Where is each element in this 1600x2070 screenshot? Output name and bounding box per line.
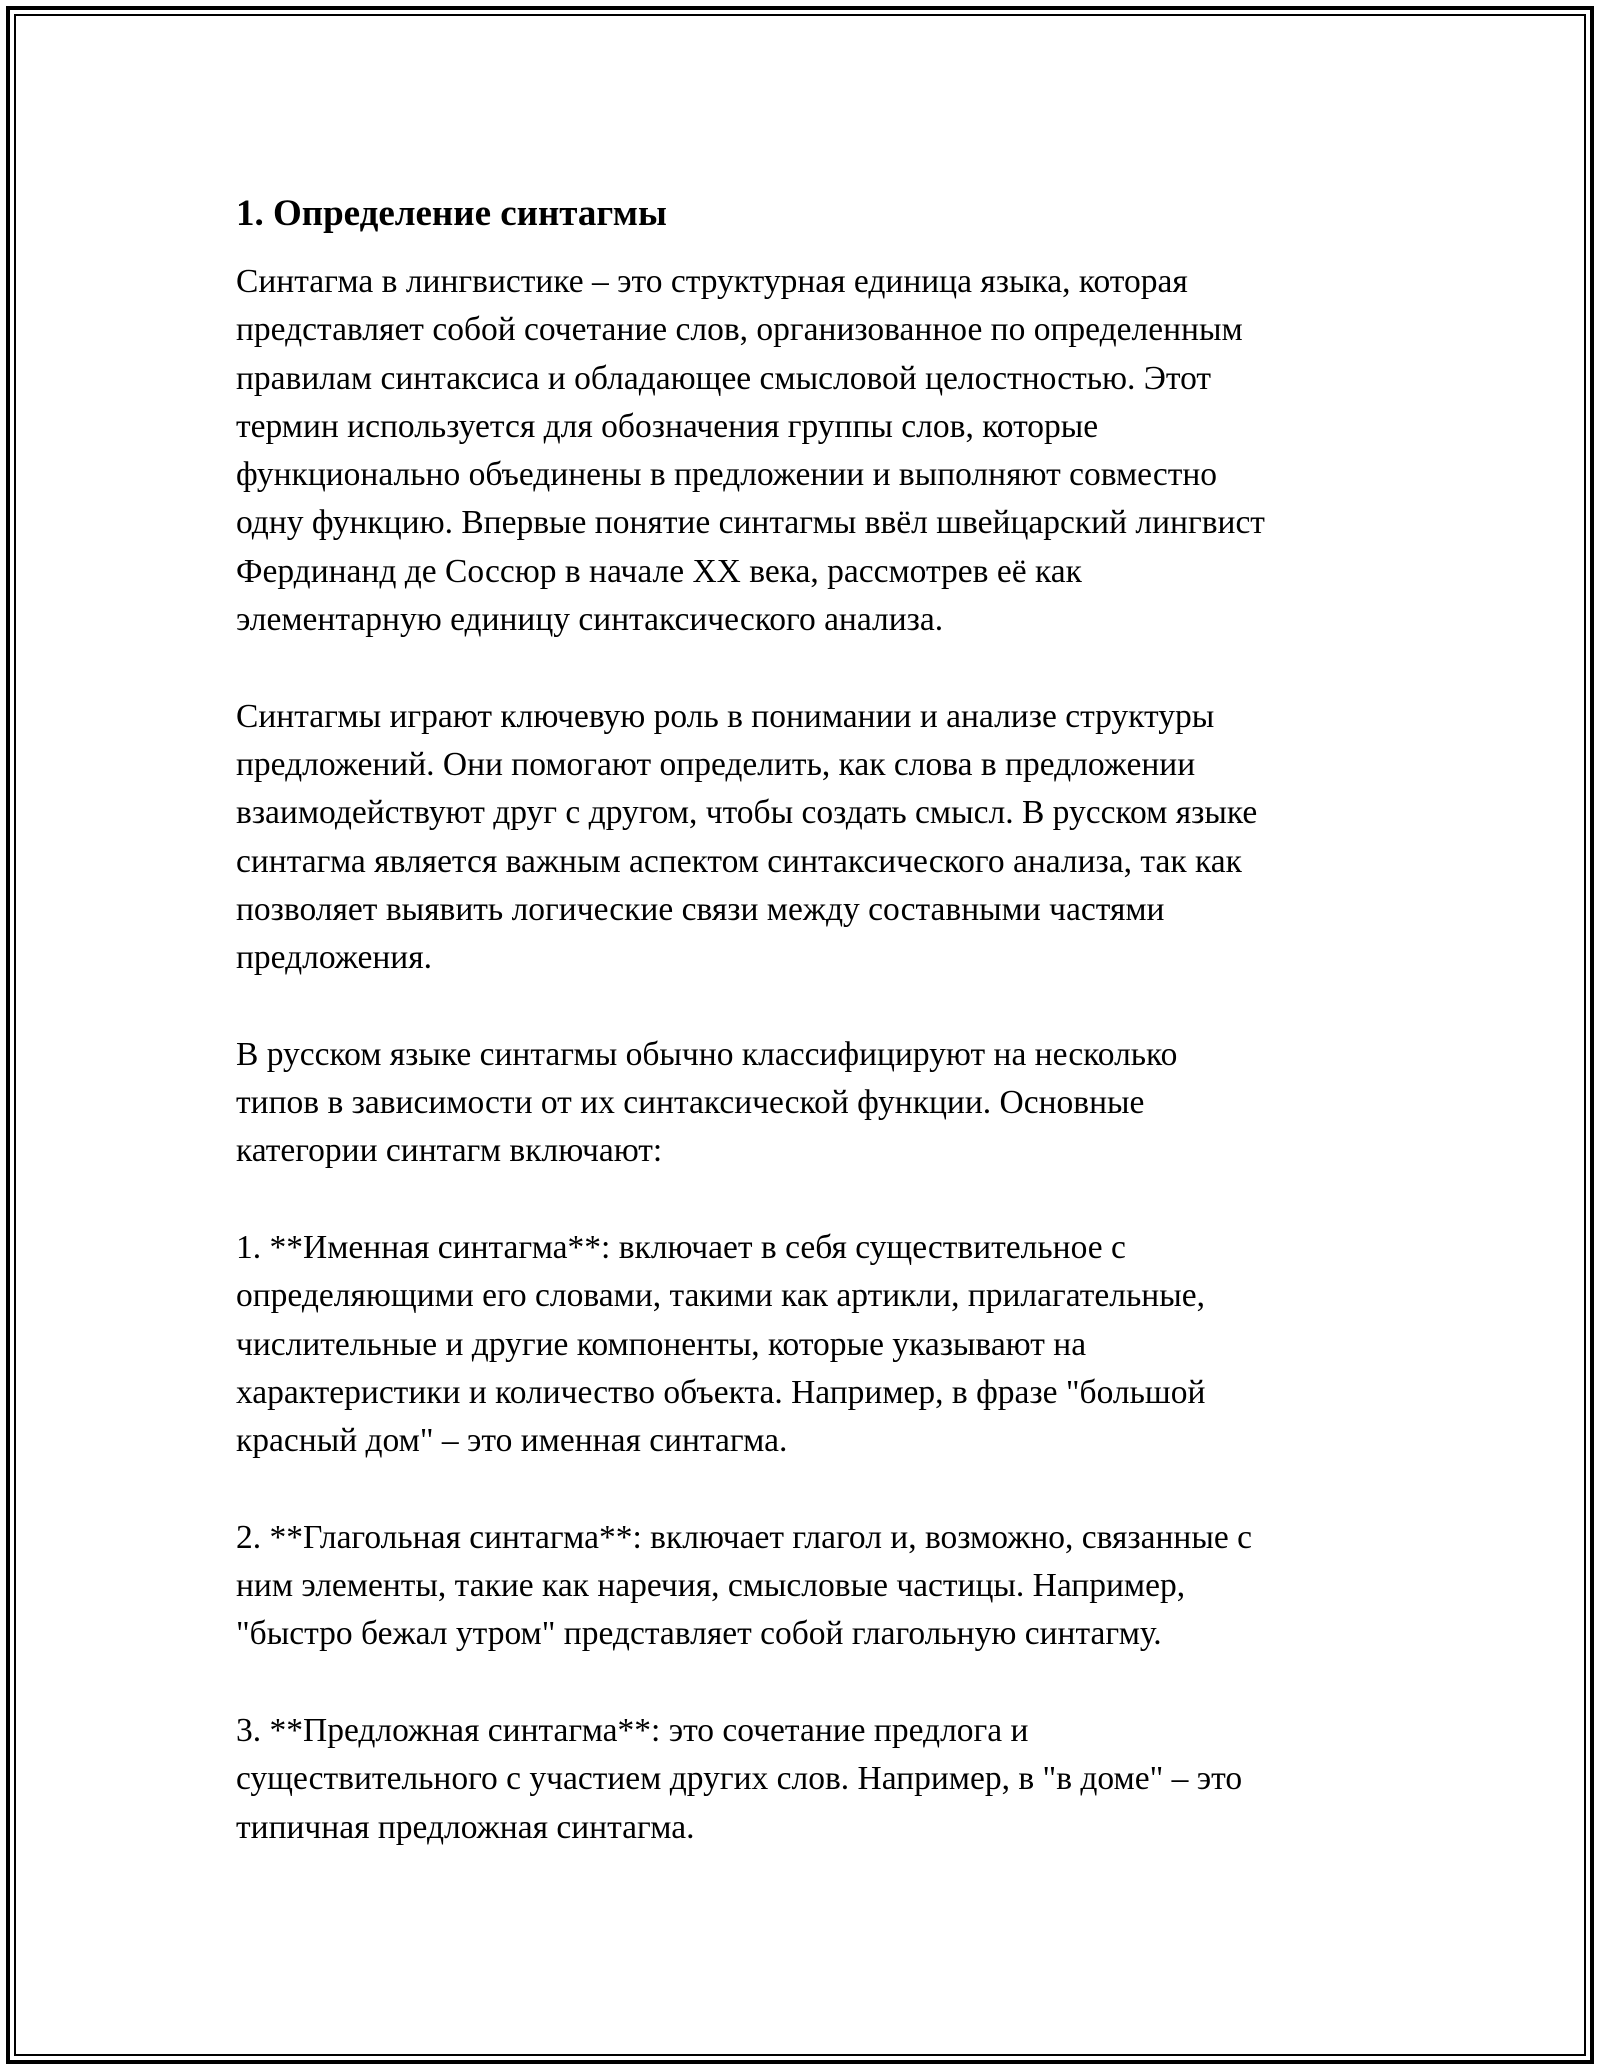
- document-body: [236, 190, 1396, 1852]
- list-item-verbal-syntagm: 2. **Глагольная синтагма**: включает глагол и, возможно, связанные с ним элементы, такие как наречия, смысловые частицы. Например, "быстро бежал утром" представляет собой глагольную синтагму.: [236, 1518, 1252, 1653]
- paragraph-role: Синтагмы играют ключевую роль в понимании и анализе структуры предложений. Они помогают определить, как слова в предложении взаимодействуют друг с другом, чтобы создать смысл. В русском языке синтагма является важным аспектом синтаксического анализа, так как позволяет выявить логические связи между составными частями предложения.: [236, 697, 1258, 977]
- list-item-nominal-syntagm: 1. **Именная синтагма**: включает в себя существительное с определяющими его словами, такими как артикли, прилагательные, числительные и другие компоненты, которые указывают на характеристики и количество объекта. Например, в фразе "большой красный дом" – это именная синтагма.: [236, 1228, 1206, 1460]
- list-item-prepositional-syntagm: 3. **Предложная синтагма**: это сочетание предлога и существительного с участием других слов. Например, в "в доме" – это типичная предложная синтагма.: [236, 1711, 1243, 1846]
- paragraph-classification: В русском языке синтагмы обычно классифицируют на несколько типов в зависимости от их синтаксической функции. Основные категории синтагм включают:: [236, 1035, 1178, 1170]
- paragraph-definition: Синтагма в лингвистике – это структурная единица языка, которая представляет собой сочетание слов, организованное по определенным правилам синтаксиса и обладающее смысловой целостностью. Этот термин используется для обозначения группы слов, которые функционально объединены в предложении и выполняют совместно одну функцию. Впервые понятие синтагмы ввёл швейцарский лингвист Фердинанд де Соссюр в начале XX века, рассмотрев её как элементарную единицу синтаксического анализа.: [236, 263, 1265, 639]
- page-title: 1. Определение синтагмы: [236, 193, 667, 234]
